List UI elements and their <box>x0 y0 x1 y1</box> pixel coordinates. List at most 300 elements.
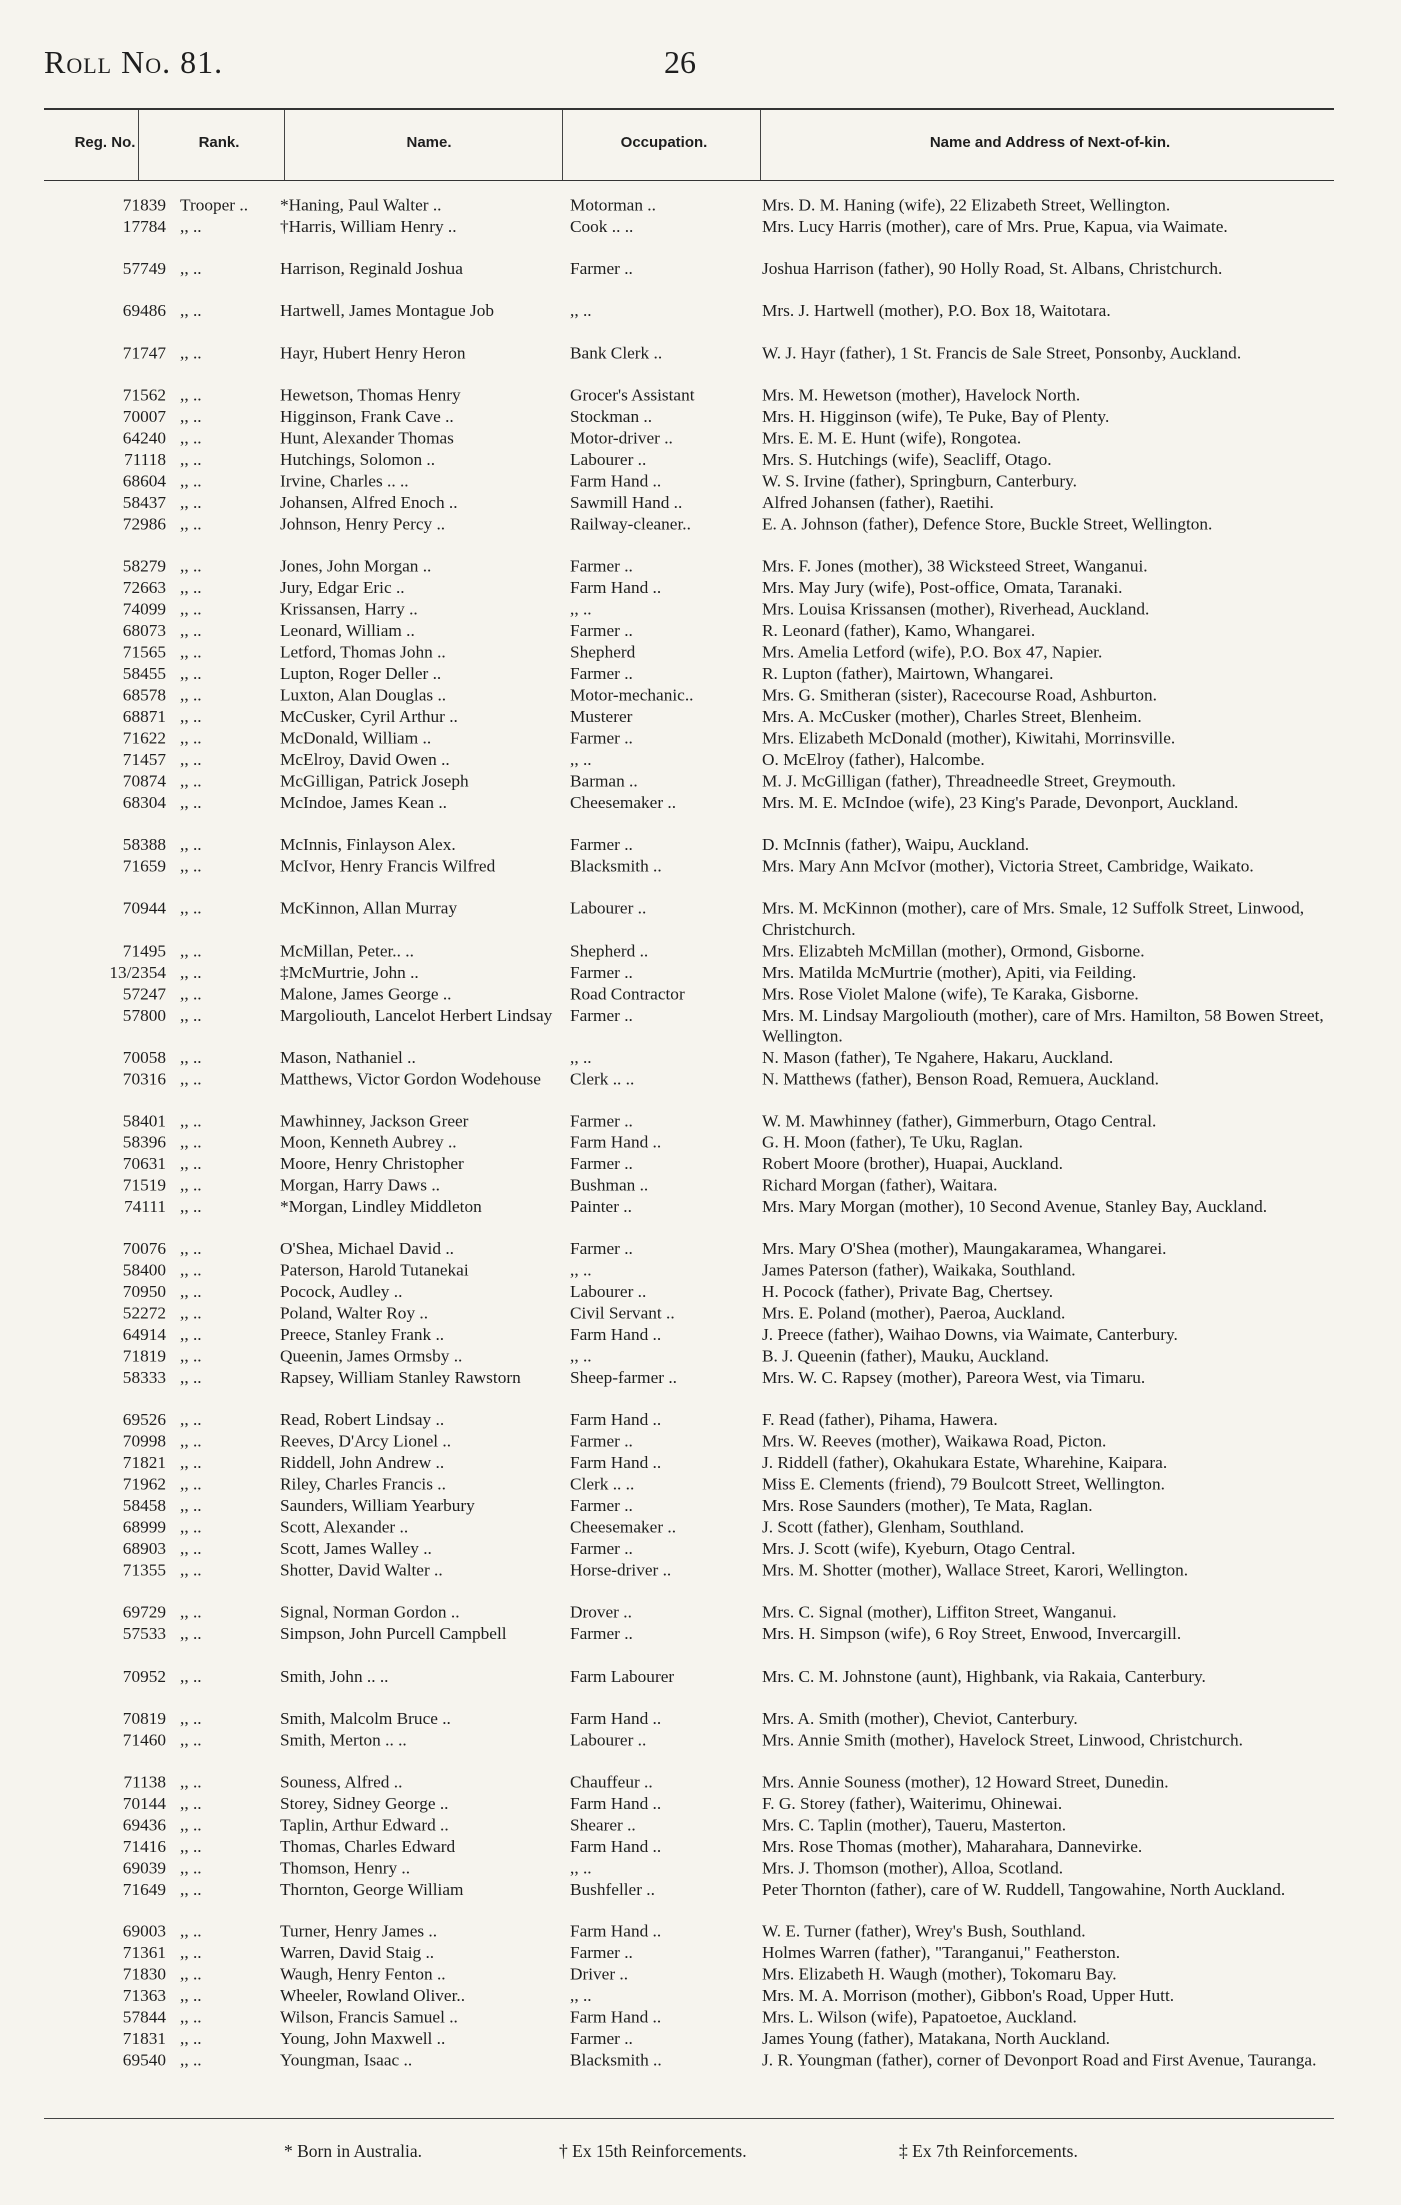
occupation: Bushman .. <box>570 1175 649 1195</box>
occupation: ,, .. <box>570 1261 592 1280</box>
reg-number: 64240 <box>122 428 166 448</box>
reg-number: 68604 <box>122 471 166 491</box>
soldier-name: Mawhinney, Jackson Greer <box>280 1111 469 1131</box>
occupation: Farm Hand .. <box>570 1709 662 1728</box>
occupation: Sawmill Hand .. <box>570 493 683 512</box>
next-of-kin: Mrs. M. Hewetson (mother), Havelock North. <box>762 385 1081 405</box>
next-of-kin: Mrs. D. M. Haning (wife), 22 Elizabeth Street, Wellington. <box>762 195 1171 215</box>
soldier-name: Harrison, Reginald Joshua <box>280 259 463 278</box>
reg-number: 69003 <box>122 1922 166 1941</box>
soldier-name: Smith, Merton .. .. <box>280 1730 407 1750</box>
occupation: Railway-cleaner.. <box>570 514 691 534</box>
soldier-name: Mason, Nathaniel .. <box>280 1047 416 1067</box>
soldier-name: Letford, Thomas John .. <box>280 642 446 662</box>
table-row <box>44 792 1334 834</box>
occupation: ,, .. <box>570 301 592 321</box>
reg-number: 74111 <box>124 1197 166 1216</box>
soldier-name: O'Shea, Michael David .. <box>280 1239 454 1259</box>
soldier-name: McIndoe, James Kean .. <box>280 793 447 812</box>
rank: ,, .. <box>180 1197 202 1216</box>
reg-number: 70944 <box>122 899 166 918</box>
table-row <box>44 642 1334 663</box>
reg-number: 68999 <box>122 1518 166 1537</box>
soldier-name: Thornton, George William <box>280 1880 464 1899</box>
next-of-kin: Mrs. H. Simpson (wife), 6 Roy Street, Enwood, Invercargill. <box>762 1624 1182 1644</box>
reg-number: 71747 <box>122 343 166 363</box>
occupation: Shearer .. <box>570 1815 636 1835</box>
table-row <box>44 685 1334 706</box>
next-of-kin: Mrs. Mary Morgan (mother), 10 Second Avenue, Stanley Bay, Auckland. <box>762 1197 1268 1216</box>
soldier-name: †Harris, William Henry .. <box>280 217 457 236</box>
occupation: Clerk .. .. <box>570 1069 635 1088</box>
occupation: Chauffeur .. <box>570 1772 653 1792</box>
rank: ,, .. <box>180 642 202 662</box>
rank: ,, .. <box>180 1347 202 1366</box>
soldier-name: Poland, Walter Roy .. <box>280 1304 429 1323</box>
reg-number: 71355 <box>122 1561 166 1580</box>
col-occupation-header: Occupation. <box>620 134 708 151</box>
table-row <box>44 1132 1334 1153</box>
table-row <box>44 449 1334 470</box>
rank: ,, .. <box>180 1794 202 1813</box>
table-row <box>44 1496 1334 1517</box>
rank: ,, .. <box>180 707 202 726</box>
next-of-kin: Mrs. Annie Souness (mother), 12 Howard Street, Dunedin. <box>762 1772 1169 1792</box>
occupation: Farmer .. <box>570 1496 633 1516</box>
soldier-name: Shotter, David Walter .. <box>280 1561 443 1580</box>
reg-number: 57247 <box>122 984 166 1003</box>
reg-number: 58388 <box>122 835 166 854</box>
rank: ,, .. <box>180 217 202 236</box>
soldier-name: Scott, James Walley .. <box>280 1539 432 1559</box>
table-row <box>44 1624 1334 1666</box>
reg-number: 58333 <box>122 1368 166 1388</box>
occupation: Farmer .. <box>570 1005 633 1025</box>
rank: ,, .. <box>180 1410 202 1430</box>
soldier-name: Moon, Kenneth Aubrey .. <box>280 1132 457 1152</box>
next-of-kin: E. A. Johnson (father), Defence Store, Buckle Street, Wellington. <box>762 514 1213 534</box>
next-of-kin: Mrs. Rose Violet Malone (wife), Te Karaka, Gisborne. <box>762 984 1139 1003</box>
rank: ,, .. <box>180 962 202 982</box>
next-of-kin: Mrs. May Jury (wife), Post-office, Omata, Taranaki. <box>762 578 1123 597</box>
occupation: Shepherd .. <box>570 941 649 960</box>
rank: ,, .. <box>180 385 202 405</box>
occupation: Farmer .. <box>570 1111 633 1131</box>
footnote-ex15: † Ex 15th Reinforcements. <box>559 2141 747 2161</box>
table-header <box>44 110 1334 181</box>
reg-number: 71495 <box>122 941 166 960</box>
reg-number: 71562 <box>122 385 166 405</box>
table-row <box>44 2050 1334 2092</box>
occupation: Farmer .. <box>570 259 633 278</box>
soldier-name: Saunders, William Yearbury <box>280 1496 475 1516</box>
table-row <box>44 1666 1334 1708</box>
soldier-name: Johansen, Alfred Enoch .. <box>280 493 458 512</box>
occupation: Stockman .. <box>570 407 653 426</box>
table-row <box>44 1175 1334 1196</box>
reg-number: 69039 <box>122 1858 166 1878</box>
table-row <box>44 663 1334 684</box>
rank: ,, .. <box>180 1943 202 1963</box>
rank: ,, .. <box>180 835 202 854</box>
occupation: Farmer .. <box>570 835 633 854</box>
rank: ,, .. <box>180 1432 202 1451</box>
soldier-name: Smith, John .. .. <box>280 1666 389 1686</box>
next-of-kin: Mrs. Elizabteh McMillan (mother), Ormond, Gisborne. <box>762 941 1145 960</box>
reg-number: 71460 <box>122 1730 166 1750</box>
rank: ,, .. <box>180 1453 202 1473</box>
occupation: Farmer .. <box>570 2029 633 2049</box>
rank: ,, .. <box>180 1475 202 1494</box>
reg-number: 70631 <box>122 1154 166 1174</box>
reg-number: 71962 <box>122 1475 166 1494</box>
next-of-kin: W. M. Mawhinney (father), Gimmerburn, Otago Central. <box>762 1111 1157 1131</box>
reg-number: 69486 <box>122 301 166 321</box>
rank: ,, .. <box>180 771 202 791</box>
soldier-name: Krissansen, Harry .. <box>280 599 418 619</box>
next-of-kin: Mrs. Rose Thomas (mother), Maharahara, Dannevirke. <box>762 1837 1143 1856</box>
soldier-name: Margoliouth, Lancelot Herbert Lindsay <box>280 1005 553 1025</box>
occupation: Farm Hand .. <box>570 578 662 597</box>
table-row <box>44 1005 1334 1047</box>
rank: ,, .. <box>180 1858 202 1878</box>
table-row <box>44 1708 1334 1729</box>
table-row <box>44 1943 1334 1964</box>
rank: ,, .. <box>180 984 202 1003</box>
soldier-name: Luxton, Alan Douglas .. <box>280 685 447 705</box>
rank: ,, .. <box>180 2029 202 2049</box>
soldier-name: Hayr, Hubert Henry Heron <box>280 343 466 363</box>
next-of-kin: Mrs. E. M. E. Hunt (wife), Rongotea. <box>762 428 1022 448</box>
next-of-kin: Mrs. M. McKinnon (mother), care of Mrs. Smale, 12 Suffolk Street, Linwood, Christchurch. <box>762 899 1305 939</box>
table-row <box>44 599 1334 620</box>
col-kin-header: Name and Address of Next-of-kin. <box>929 134 1171 151</box>
soldier-name: Hewetson, Thomas Henry <box>280 385 461 405</box>
occupation: Farmer .. <box>570 962 633 982</box>
reg-number: 71622 <box>122 728 166 748</box>
soldier-name: Morgan, Harry Daws .. <box>280 1175 440 1195</box>
occupation: Farm Hand .. <box>570 1794 662 1813</box>
soldier-name: Youngman, Isaac .. <box>280 2051 413 2070</box>
next-of-kin: Mrs. J. Hartwell (mother), P.O. Box 18, Waitotara. <box>762 301 1111 321</box>
reg-number: 70144 <box>122 1794 166 1813</box>
table-row <box>44 1368 1334 1410</box>
next-of-kin: James Paterson (father), Waikaka, Southland. <box>762 1261 1076 1280</box>
soldier-name: Smith, Malcolm Bruce .. <box>280 1709 451 1728</box>
table-row <box>44 1282 1334 1303</box>
next-of-kin: James Young (father), Matakana, North Auckland. <box>762 2029 1110 2049</box>
reg-number: 69526 <box>122 1410 166 1430</box>
rank: ,, .. <box>180 428 202 448</box>
reg-number: 71830 <box>122 1965 166 1984</box>
rank: ,, .. <box>180 407 202 426</box>
next-of-kin: Mrs. H. Higginson (wife), Te Puke, Bay of Plenty. <box>762 407 1110 426</box>
next-of-kin: J. Preece (father), Waihao Downs, via Waimate, Canterbury. <box>762 1325 1178 1345</box>
table-row <box>44 2007 1334 2028</box>
next-of-kin: Mrs. Louisa Krissansen (mother), Riverhead, Auckland. <box>762 599 1150 619</box>
roll-number: Roll No. 81. <box>44 44 224 80</box>
table-row <box>44 1346 1334 1367</box>
occupation: Labourer .. <box>570 1730 647 1750</box>
reg-number: 71519 <box>122 1175 166 1195</box>
soldier-name: Thomson, Henry .. <box>280 1858 411 1878</box>
soldier-name: Wheeler, Rowland Oliver.. <box>280 1986 466 2006</box>
rank: ,, .. <box>180 899 202 918</box>
table-body <box>44 181 1334 2092</box>
reg-number: 71457 <box>122 750 166 769</box>
soldier-name: Irvine, Charles .. .. <box>280 471 409 491</box>
reg-number: 70316 <box>122 1069 166 1088</box>
soldier-name: *Morgan, Lindley Middleton <box>280 1197 482 1216</box>
reg-number: 70819 <box>122 1709 166 1728</box>
rank: ,, .. <box>180 1325 202 1345</box>
next-of-kin: Mrs. A. Smith (mother), Cheviot, Canterbury. <box>762 1709 1078 1728</box>
rank: ,, .. <box>180 1261 202 1280</box>
rank: ,, .. <box>180 301 202 321</box>
occupation: Cheesemaker .. <box>570 1518 677 1537</box>
rank: ,, .. <box>180 1304 202 1323</box>
next-of-kin: B. J. Queenin (father), Mauku, Auckland. <box>762 1347 1049 1366</box>
table-row <box>44 1836 1334 1857</box>
next-of-kin: O. McElroy (father), Halcombe. <box>762 750 985 769</box>
table-row <box>44 1047 1334 1068</box>
page-header <box>44 44 1334 84</box>
reg-number: 70874 <box>122 771 166 791</box>
reg-number: 58437 <box>122 493 166 512</box>
col-name-header: Name. <box>406 134 452 151</box>
reg-number: 72986 <box>122 514 166 534</box>
next-of-kin: Mrs. J. Thomson (mother), Alloa, Scotland. <box>762 1858 1064 1878</box>
table-row <box>44 471 1334 492</box>
soldier-name: Storey, Sidney George .. <box>280 1794 449 1813</box>
soldier-name: McGilligan, Patrick Joseph <box>280 771 469 791</box>
occupation: Farmer .. <box>570 1624 633 1644</box>
table-row <box>44 1858 1334 1879</box>
occupation: Farmer .. <box>570 556 633 576</box>
rank: ,, .. <box>180 750 202 769</box>
reg-number: 71138 <box>123 1772 166 1792</box>
rank: ,, .. <box>180 259 202 278</box>
next-of-kin: Mrs. E. Poland (mother), Paeroa, Auckland. <box>762 1304 1066 1323</box>
table-row <box>44 1986 1334 2007</box>
reg-number: 52272 <box>122 1304 166 1323</box>
table-row <box>44 1730 1334 1772</box>
next-of-kin: Alfred Johansen (father), Raetihi. <box>762 493 994 512</box>
soldier-name: Paterson, Harold Tutanekai <box>280 1261 469 1280</box>
rank: ,, .. <box>180 1880 202 1899</box>
soldier-name: McKinnon, Allan Murray <box>280 899 458 918</box>
table-row <box>44 556 1334 577</box>
rank: ,, .. <box>180 1154 202 1174</box>
next-of-kin: Mrs. J. Scott (wife), Kyeburn, Otago Central. <box>762 1539 1076 1559</box>
next-of-kin: D. McInnis (father), Waipu, Auckland. <box>762 835 1030 854</box>
soldier-name: Hartwell, James Montague Job <box>280 301 495 321</box>
occupation: Bushfeller .. <box>570 1880 655 1899</box>
next-of-kin: Mrs. M. A. Morrison (mother), Gibbon's Road, Upper Hutt. <box>762 1986 1175 2006</box>
next-of-kin: Mrs. C. Signal (mother), Liffiton Street, Wanganui. <box>762 1603 1117 1622</box>
reg-number: 69729 <box>122 1603 166 1622</box>
reg-number: 70076 <box>122 1239 166 1259</box>
table-row <box>44 940 1334 961</box>
occupation: Farm Hand .. <box>570 1325 662 1345</box>
reg-number: 70952 <box>122 1666 166 1686</box>
rank: ,, .. <box>180 1132 202 1152</box>
soldier-name: Pocock, Audley .. <box>280 1282 403 1302</box>
occupation: Motor-driver .. <box>570 428 673 448</box>
table-row <box>44 300 1334 342</box>
table-row <box>44 1964 1334 1985</box>
reg-number: 57533 <box>122 1624 166 1644</box>
occupation: Musterer <box>570 707 633 726</box>
table-row <box>44 1431 1334 1452</box>
next-of-kin: G. H. Moon (father), Te Uku, Raglan. <box>762 1132 1023 1152</box>
occupation: Motorman .. <box>570 195 656 215</box>
table-row <box>44 514 1334 556</box>
next-of-kin: R. Leonard (father), Kamo, Whangarei. <box>762 621 1036 640</box>
rank: ,, .. <box>180 1666 202 1686</box>
rank: ,, .. <box>180 1730 202 1750</box>
soldier-name: Read, Robert Lindsay .. <box>280 1410 445 1430</box>
occupation: Barman .. <box>570 771 638 791</box>
table-row <box>44 216 1334 258</box>
occupation: ,, .. <box>570 1347 592 1366</box>
occupation: Painter .. <box>570 1197 632 1216</box>
occupation: Horse-driver .. <box>570 1561 672 1580</box>
table-row <box>44 728 1334 749</box>
reg-number: 71659 <box>122 856 166 876</box>
next-of-kin: Holmes Warren (father), "Taranganui," Featherston. <box>762 1943 1121 1963</box>
soldier-name: Thomas, Charles Edward <box>280 1837 456 1856</box>
table-row <box>44 1474 1334 1495</box>
next-of-kin: W. E. Turner (father), Wrey's Bush, Southland. <box>762 1922 1086 1941</box>
rank: ,, .. <box>180 578 202 597</box>
soldier-name: McInnis, Finlayson Alex. <box>280 835 456 854</box>
reg-number: 71565 <box>122 642 166 662</box>
col-rank-header: Rank. <box>198 134 240 151</box>
reg-number: 58396 <box>122 1132 166 1152</box>
rank: ,, .. <box>180 1175 202 1195</box>
soldier-name: Hutchings, Solomon .. <box>280 450 436 469</box>
reg-number: 57749 <box>122 259 166 278</box>
reg-number: 64914 <box>122 1325 166 1345</box>
occupation: ,, .. <box>570 599 592 619</box>
occupation: Cook .. .. <box>570 217 634 236</box>
reg-number: 71821 <box>122 1453 166 1473</box>
rank: ,, .. <box>180 450 202 469</box>
next-of-kin: N. Mason (father), Te Ngahere, Hakaru, Auckland. <box>762 1047 1114 1067</box>
occupation: Farm Labourer <box>570 1666 675 1686</box>
occupation: Farm Hand .. <box>570 1132 662 1152</box>
table-row <box>44 983 1334 1004</box>
reg-number: 70950 <box>122 1282 166 1302</box>
occupation: Drover .. <box>570 1603 632 1622</box>
table-row <box>44 1453 1334 1474</box>
reg-number: 71416 <box>122 1837 166 1856</box>
rank: ,, .. <box>180 1047 202 1067</box>
next-of-kin: H. Pocock (father), Private Bag, Chertsey. <box>762 1282 1054 1302</box>
table-row <box>44 1815 1334 1836</box>
occupation: Blacksmith .. <box>570 856 662 876</box>
next-of-kin: Mrs. C. M. Johnstone (aunt), Highbank, via Rakaia, Canterbury. <box>762 1666 1206 1686</box>
reg-number: 58400 <box>122 1261 166 1280</box>
soldier-name: Waugh, Henry Fenton .. <box>280 1965 446 1984</box>
reg-number: 68304 <box>122 793 166 812</box>
table-row <box>44 706 1334 727</box>
next-of-kin: Mrs. F. Jones (mother), 38 Wicksteed Street, Wanganui. <box>762 556 1148 576</box>
rank: ,, .. <box>180 1539 202 1559</box>
rank: ,, .. <box>180 1282 202 1302</box>
table-row <box>44 898 1334 940</box>
next-of-kin: Richard Morgan (father), Waitara. <box>762 1175 998 1195</box>
table-row <box>44 1196 1334 1238</box>
next-of-kin: Peter Thornton (father), care of W. Ruddell, Tangowahine, North Auckland. <box>762 1880 1286 1899</box>
table-row <box>44 1772 1334 1793</box>
soldier-name: *Haning, Paul Walter .. <box>280 195 442 215</box>
reg-number: 71361 <box>122 1943 166 1963</box>
next-of-kin: Robert Moore (brother), Huapai, Auckland. <box>762 1154 1063 1174</box>
table-row <box>44 343 1334 385</box>
table-row <box>44 1410 1334 1431</box>
next-of-kin: J. Scott (father), Glenham, Southland. <box>762 1518 1025 1537</box>
next-of-kin: Mrs. M. Shotter (mother), Wallace Street, Karori, Wellington. <box>762 1561 1189 1580</box>
table-row <box>44 258 1334 300</box>
reg-number: 13/2354 <box>109 962 166 982</box>
soldier-name: Jury, Edgar Eric .. <box>280 578 405 597</box>
occupation: Farmer .. <box>570 1154 633 1174</box>
occupation: Clerk .. .. <box>570 1475 635 1494</box>
reg-number: 68073 <box>122 621 166 640</box>
soldier-name: Warren, David Staig .. <box>280 1943 435 1963</box>
table-row <box>44 1921 1334 1942</box>
occupation: Farmer .. <box>570 728 633 748</box>
occupation: Labourer .. <box>570 450 647 469</box>
occupation: Driver .. <box>570 1965 629 1984</box>
table-row <box>44 1260 1334 1281</box>
reg-number: 71363 <box>122 1986 166 2006</box>
table-row <box>44 1879 1334 1921</box>
soldier-name: Hunt, Alexander Thomas <box>280 428 454 448</box>
occupation: ,, .. <box>570 1858 592 1878</box>
reg-number: 68903 <box>122 1539 166 1559</box>
occupation: Farmer .. <box>570 1943 633 1963</box>
reg-number: 74099 <box>122 599 166 619</box>
soldier-name: McDonald, William .. <box>280 728 432 748</box>
rank: ,, .. <box>180 1496 202 1516</box>
occupation: Farmer .. <box>570 1239 633 1259</box>
soldier-name: McCusker, Cyril Arthur .. <box>280 707 458 726</box>
table-row <box>44 1239 1334 1260</box>
rank: ,, .. <box>180 1772 202 1792</box>
rank: ,, .. <box>180 1239 202 1259</box>
occupation: Farmer .. <box>570 664 633 683</box>
occupation: Blacksmith .. <box>570 2051 662 2070</box>
table-row <box>44 1517 1334 1538</box>
next-of-kin: M. J. McGilligan (father), Threadneedle Street, Greymouth. <box>762 771 1176 791</box>
rank: ,, .. <box>180 685 202 705</box>
next-of-kin: Mrs. Mary O'Shea (mother), Maungakaramea, Whangarei. <box>762 1239 1167 1259</box>
occupation: Civil Servant .. <box>570 1304 675 1323</box>
soldier-name: Simpson, John Purcell Campbell <box>280 1624 507 1644</box>
reg-number: 70058 <box>122 1047 166 1067</box>
next-of-kin: W. J. Hayr (father), 1 St. Francis de Sale Street, Ponsonby, Auckland. <box>762 343 1242 363</box>
table-row <box>44 1325 1334 1346</box>
reg-number: 70998 <box>122 1432 166 1451</box>
reg-number: 68871 <box>122 707 166 726</box>
next-of-kin: Mrs. A. McCusker (mother), Charles Street, Blenheim. <box>762 707 1142 726</box>
next-of-kin: Mrs. Amelia Letford (wife), P.O. Box 47, Napier. <box>762 642 1103 662</box>
table-row <box>44 195 1334 216</box>
soldier-name: Riddell, John Andrew .. <box>280 1453 445 1473</box>
